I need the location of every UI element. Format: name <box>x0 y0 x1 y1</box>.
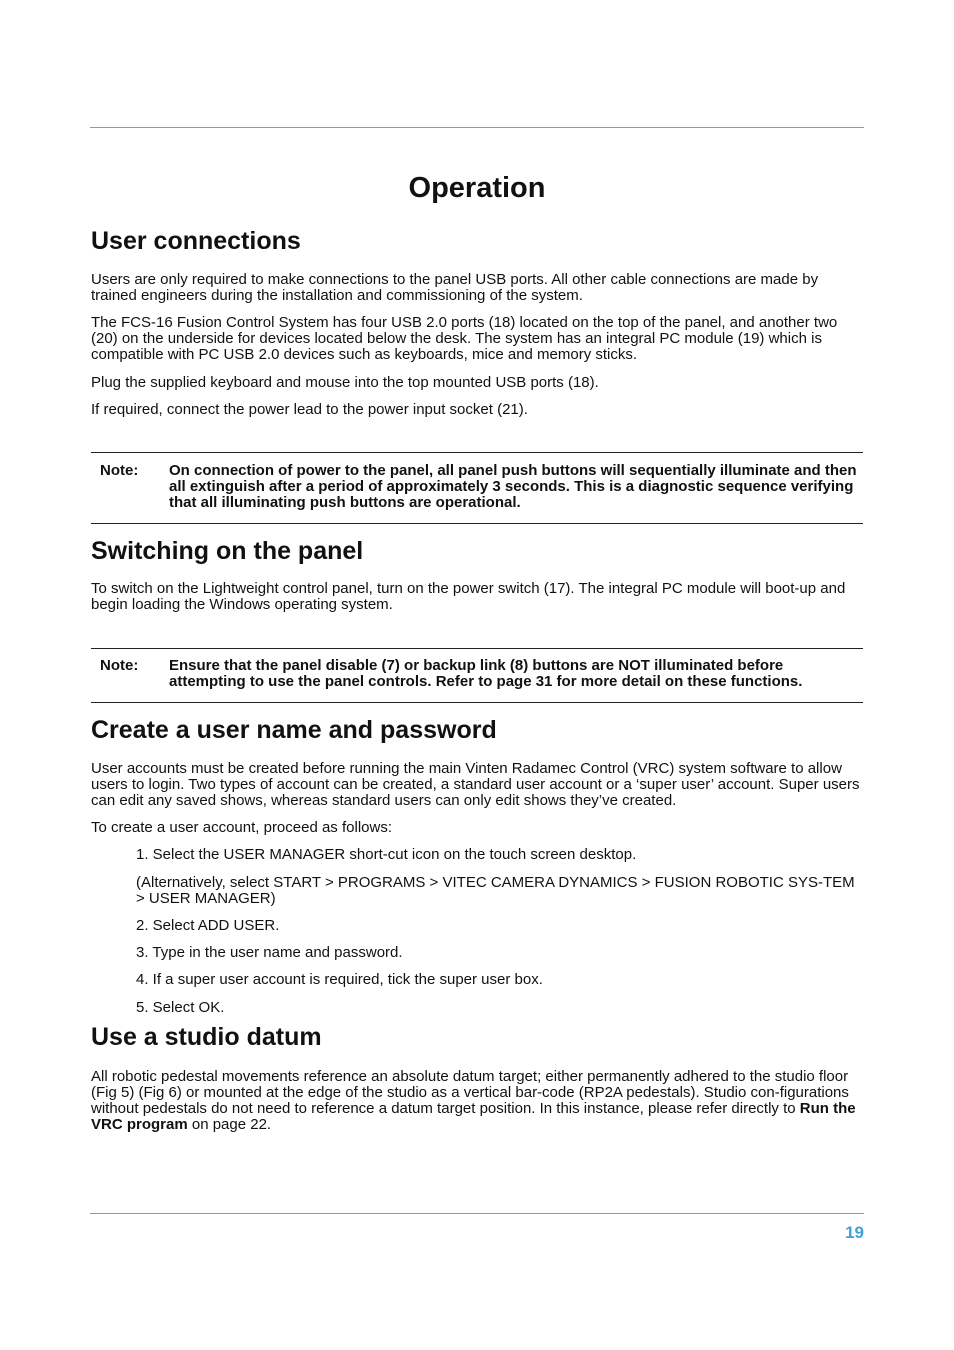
paragraph-text: on page 22. <box>187 1116 272 1133</box>
paragraph <box>91 1069 864 1133</box>
page-number: 19 <box>845 1223 864 1242</box>
note-label: Note: <box>100 657 139 674</box>
paragraph-text: All robotic pedestal movements reference an absolute datum target; either permanently adhered to the studio floor (Fig 5) (Fig 6) or mounted at the edge of the studio as a vertical bar-code (RP2A pedestals). Studio con-figurations without pedestals do not need to reference a datum target position. In this instance, please refer directly to <box>91 1068 849 1117</box>
list-item: 1. Select the USER MANAGER short-cut icon on the touch screen desktop. <box>136 846 637 863</box>
note-text: On connection of power to the panel, all panel push buttons will sequentially illuminate and then all extinguish after a period of approximately 3 seconds. This is a diagnostic sequence verifying that all illuminating push buttons are operational. <box>169 462 857 511</box>
list-item: 5. Select OK. <box>136 999 225 1016</box>
paragraph: If required, connect the power lead to the power input socket (21). <box>91 401 528 418</box>
paragraph: The FCS-16 Fusion Control System has four USB 2.0 ports (18) located on the top of the panel, and another two (20) on the underside for devices located below the desk. The system has an integral PC module (19) which is compatible with PC USB 2.0 devices such as keyboards, mice and memory sticks. <box>91 314 838 363</box>
note-text: Ensure that the panel disable (7) or backup link (8) buttons are NOT illuminated before attempting to use the panel controls. Refer to page 31 for more detail on these functions. <box>169 657 803 690</box>
footer-rule <box>90 1213 864 1214</box>
paragraph: To create a user account, proceed as follows: <box>91 819 392 836</box>
heading-switching-on: Switching on the panel <box>91 537 364 565</box>
list-item: 2. Select ADD USER. <box>136 917 280 934</box>
heading-studio-datum: Use a studio datum <box>91 1023 322 1051</box>
heading-create-user: Create a user name and password <box>91 716 497 744</box>
header-rule <box>90 127 864 128</box>
paragraph: Plug the supplied keyboard and mouse into the top mounted USB ports (18). <box>91 374 599 391</box>
note-box <box>91 648 863 703</box>
cross-reference-link[interactable]: Run the VRC program <box>91 1100 856 1133</box>
list-item: 3. Type in the user name and password. <box>136 944 403 961</box>
paragraph: User accounts must be created before running the main Vinten Radamec Control (VRC) system software to allow users to login. Two types of account can be created, a standard user account or a ‘super user’ account. Super users can edit any saved shows, whereas standard users can only edit shows they’ve created. <box>91 760 860 809</box>
note-label: Note: <box>100 462 139 479</box>
heading-user-connections: User connections <box>91 227 301 255</box>
list-item: (Alternatively, select START > PROGRAMS > VITEC CAMERA DYNAMICS > FUSION ROBOTIC SYS-TEM > USER MANAGER) <box>136 874 855 907</box>
list-item: 4. If a super user account is required, tick the super user box. <box>136 971 543 988</box>
paragraph: To switch on the Lightweight control panel, turn on the power switch (17). The integral PC module will boot-up and begin loading the Windows operating system. <box>91 580 846 613</box>
paragraph: Users are only required to make connections to the panel USB ports. All other cable connections are made by trained engineers during the installation and commissioning of the system. <box>91 271 819 304</box>
page-title: Operation <box>408 172 546 204</box>
note-box <box>91 452 863 524</box>
